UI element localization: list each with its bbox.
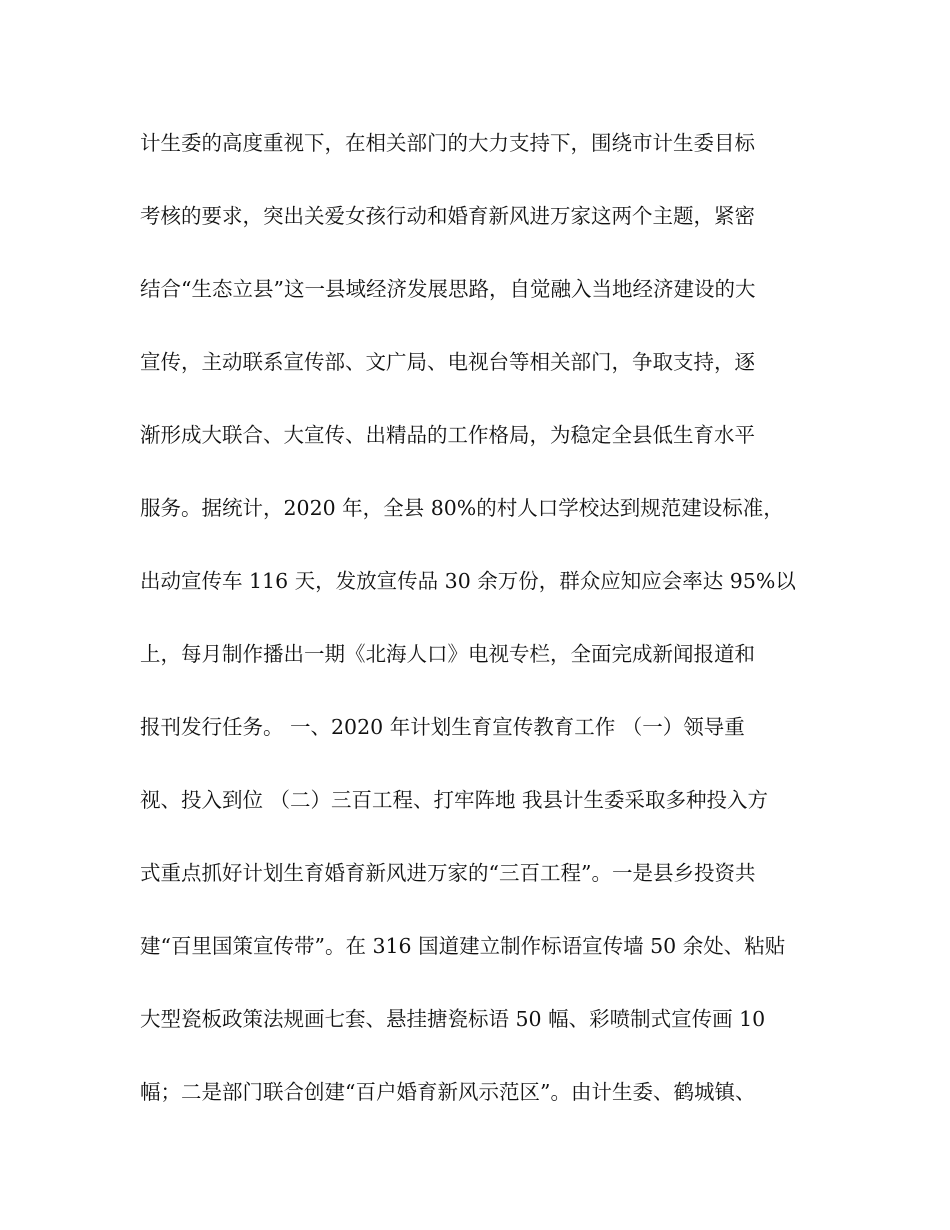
text-line: 上，每月制作播出一期《北海人口》电视专栏，全面完成新闻报道和 — [140, 642, 755, 666]
text-line: 式重点抓好计划生育婚育新风进万家的“三百工程”。一是县乡投资共 — [140, 861, 756, 885]
text-line: 幅；二是部门联合创建“百户婚育新风示范区”。由计生委、鹤城镇、 — [140, 1080, 756, 1104]
text-line: 视、投入到位 （二）三百工程、打牢阵地 我县计生委采取多种投入方 — [140, 788, 769, 812]
text-line: 服务。据统计，2020 年，全县 80%的村人口学校达到规范建设标准， — [140, 496, 784, 520]
text-line: 考核的要求，突出关爱女孩行动和婚育新风进万家这两个主题，紧密 — [140, 204, 755, 228]
text-line: 宣传，主动联系宣传部、文广局、电视台等相关部门，争取支持，逐 — [140, 350, 755, 374]
text-line: 大型瓷板政策法规画七套、悬挂搪瓷标语 50 幅、彩喷制式宣传画 10 — [140, 1007, 766, 1031]
text-line: 建“百里国策宣传带”。在 316 国道建立制作标语宣传墙 50 余处、粘贴 — [140, 934, 786, 958]
text-line: 计生委的高度重视下，在相关部门的大力支持下，围绕市计生委目标 — [140, 131, 755, 155]
text-line: 出动宣传车 116 天，发放宣传品 30 余万份，群众应知应会率达 95%以 — [140, 569, 796, 593]
text-line: 报刊发行任务。 一、2020 年计划生育宣传教育工作 （一）领导重 — [140, 715, 745, 739]
text-line: 渐形成大联合、大宣传、出精品的工作格局，为稳定全县低生育水平 — [140, 423, 755, 447]
text-line: 结合“生态立县”这一县域经济发展思路，自觉融入当地经济建设的大 — [140, 277, 756, 301]
